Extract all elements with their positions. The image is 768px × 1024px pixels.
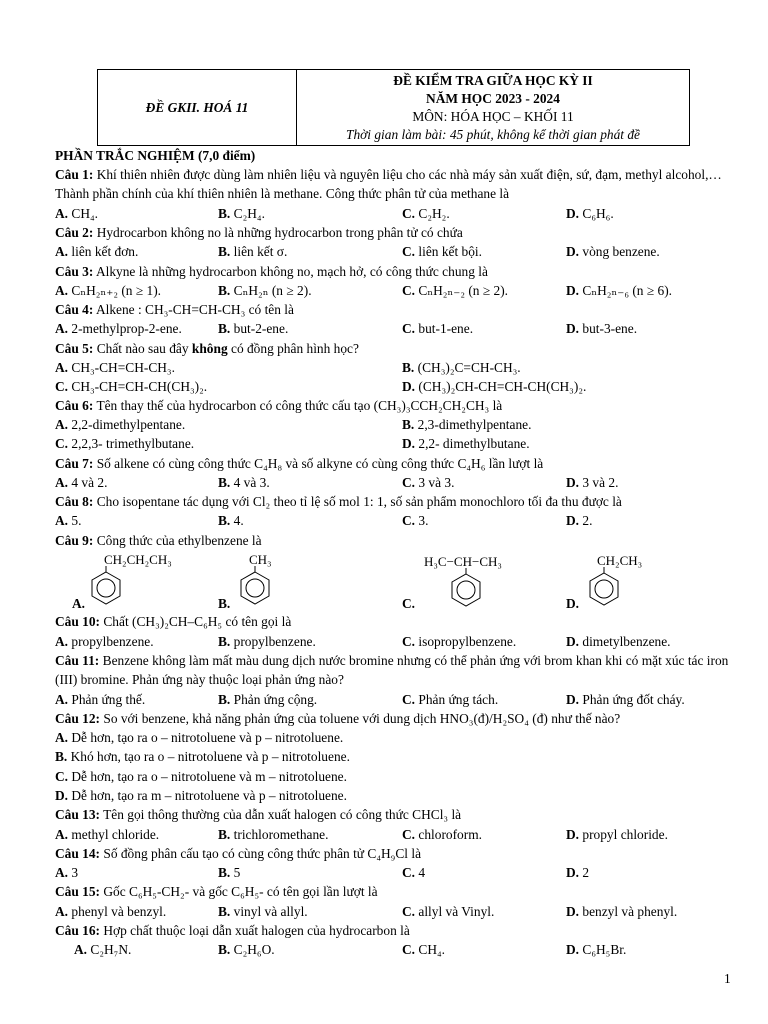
question-13: Câu 13: Tên gọi thông thường của dẫn xuất halogen có công thức CHCl₃ là [55, 807, 462, 822]
q7-option-a[interactable]: A. 4 và 2. [55, 475, 108, 490]
q6-option-c[interactable]: C. 2,2,3- trimethylbutane. [55, 436, 195, 451]
q2-option-a[interactable]: A. liên kết đơn. [55, 244, 139, 259]
q14-option-a[interactable]: A. 3 [55, 865, 79, 880]
q8-option-c[interactable]: C. 3. [402, 513, 429, 528]
q8-option-d[interactable]: D. 2. [566, 513, 593, 528]
question-text: Khí thiên nhiên được dùng làm nhiên liệu và nguyên liệu cho các nhà máy sản xuất điện, sứ, đạm, methyl alcohol,…Thành phần chính của khí thiên nhiên là methane. Công thức phân tử của methane là [55, 167, 722, 202]
exam-header [97, 69, 690, 146]
benzene-ring-icon [88, 566, 124, 608]
exam-year: NĂM HỌC 2023 - 2024 [426, 90, 560, 106]
q5-option-c[interactable]: C. CH₃-CH=CH-CH(CH₃)₂. [55, 379, 208, 394]
q9-option-a[interactable]: A. [72, 596, 86, 611]
benzene-ring-icon [586, 567, 622, 609]
q7-option-b[interactable]: B. 4 và 3. [218, 475, 270, 490]
question-15: Câu 15: Gốc C₆H₅-CH₂- và gốc C₆H₅- có tên gọi lần lượt là [55, 884, 378, 899]
q6-option-b[interactable]: B. 2,3-dimethylpentane. [402, 417, 532, 432]
page-number: 1 [724, 971, 731, 986]
benzene-ring-icon [448, 568, 484, 610]
q2-option-d[interactable]: D. vòng benzene. [566, 244, 660, 259]
q12-option-b[interactable]: B. Khó hơn, tạo ra o – nitrotoluene và p – nitrotoluene. [55, 749, 350, 764]
q10-option-a[interactable]: A. propylbenzene. [55, 634, 154, 649]
q3-option-b[interactable]: B. CₙH₂ₙ (n ≥ 2). [218, 283, 312, 298]
q11-option-b[interactable]: B. Phản ứng cộng. [218, 692, 318, 707]
q9-option-b[interactable]: B. [218, 596, 231, 611]
q16-option-c[interactable]: C. CH₄. [402, 942, 446, 957]
q16-option-b[interactable]: B. C₂H₆O. [218, 942, 275, 957]
q13-option-a[interactable]: A. methyl chloride. [55, 827, 160, 842]
exam-code: ĐỀ GKII. HOÁ 11 [98, 70, 297, 146]
exam-time: Thời gian làm bài: 45 phút, không kể thời gian phát đề [346, 126, 640, 142]
q2-option-c[interactable]: C. liên kết bội. [402, 244, 482, 259]
q10-option-c[interactable]: C. isopropylbenzene. [402, 634, 517, 649]
q5-option-b[interactable]: B. (CH₃)₂C=CH-CH₃. [402, 360, 521, 375]
benzene-ring-icon [237, 566, 273, 608]
question-3: Câu 3: Alkyne là những hydrocarbon không no, mạch hở, có công thức chung là [55, 264, 488, 279]
q2-option-b[interactable]: B. liên kết σ. [218, 244, 288, 259]
question-4: Câu 4: Alkene : CH₃-CH=CH-CH₃ có tên là [55, 302, 294, 317]
q11-option-a[interactable]: A. Phản ứng thế. [55, 692, 146, 707]
q6-option-d[interactable]: D. 2,2- dimethylbutane. [402, 436, 530, 451]
exam-subject: MÔN: HÓA HỌC – KHỐI 11 [412, 108, 574, 124]
question-6: Câu 6: Tên thay thế của hydrocarbon có công thức cấu tạo (CH₃)₃CCH₂CH₂CH₃ là [55, 398, 503, 413]
q4-option-c[interactable]: C. but-1-ene. [402, 321, 474, 336]
q14-option-c[interactable]: C. 4 [402, 865, 426, 880]
q12-option-d[interactable]: D. Dễ hơn, tạo ra m – nitrotoluene và p – nitrotoluene. [55, 788, 347, 803]
q12-option-c[interactable]: C. Dễ hơn, tạo ra o – nitrotoluene và m – nitrotoluene. [55, 769, 347, 784]
q14-option-b[interactable]: B. 5 [218, 865, 241, 880]
q12-option-a[interactable]: A. Dễ hơn, tạo ra o – nitrotoluene và p – nitrotoluene. [55, 730, 344, 745]
q1-option-d[interactable]: D. C₆H₆. [566, 206, 614, 221]
q16-option-a[interactable]: A. C₂H₇N. [74, 942, 132, 957]
question-14: Câu 14: Số đồng phân cấu tạo có cùng công thức phân tử C₄H₉Cl là [55, 846, 422, 861]
q4-option-d[interactable]: D. but-3-ene. [566, 321, 638, 336]
q1-option-b[interactable]: B. C₂H₄. [218, 206, 265, 221]
exam-title: ĐỀ KIỂM TRA GIỮA HỌC KỲ II [393, 72, 593, 88]
q6-option-a[interactable]: A. 2,2-dimethylpentane. [55, 417, 186, 432]
q8-option-a[interactable]: A. 5. [55, 513, 82, 528]
q3-option-d[interactable]: D. CₙH₂ₙ₋₆ (n ≥ 6). [566, 283, 673, 298]
q1-option-c[interactable]: C. C₂H₂. [402, 206, 450, 221]
question-1 [55, 165, 735, 204]
question-5: Câu 5: Chất nào sau đây không có đồng phân hình học? [55, 341, 359, 356]
question-10: Câu 10: Chất (CH₃)₂CH–C₆H₅ có tên gọi là [55, 614, 292, 629]
q14-option-d[interactable]: D. 2 [566, 865, 590, 880]
q9-b-substituent: CH₃ [249, 552, 272, 567]
question-11: Câu 11: Benzene không làm mất màu dung dịch nước bromine nhưng có thể phản ứng với brom khan khi có mặt xúc tác iron (III) bromine. Phản ứng này thuộc loại phản ứng nào? [55, 653, 729, 688]
q3-option-a[interactable]: A. CₙH₂ₙ₊₂ (n ≥ 1). [55, 283, 162, 298]
q15-option-c[interactable]: C. allyl và Vinyl. [402, 904, 495, 919]
q7-option-d[interactable]: D. 3 và 2. [566, 475, 619, 490]
question-2: Câu 2: Hydrocarbon không no là những hydrocarbon trong phân tử có chứa [55, 225, 463, 240]
section-title: PHẦN TRẮC NGHIỆM (7,0 điểm) [55, 148, 256, 163]
exam-info [297, 70, 690, 146]
question-label: Câu 1: [55, 167, 94, 182]
q15-option-d[interactable]: D. benzyl và phenyl. [566, 904, 678, 919]
q9-option-d[interactable]: D. [566, 596, 580, 611]
q1-option-a[interactable]: A. CH₄. [55, 206, 99, 221]
q11-option-c[interactable]: C. Phản ứng tách. [402, 692, 499, 707]
q13-option-c[interactable]: C. chloroform. [402, 827, 482, 842]
q9-c-substituent: H₃C−CH−CH₃ [424, 554, 502, 569]
question-9: Câu 9: Công thức của ethylbenzene là [55, 533, 262, 548]
question-16: Câu 16: Hợp chất thuộc loại dẫn xuất halogen của hydrocarbon là [55, 923, 410, 938]
q3-option-c[interactable]: C. CₙH₂ₙ₋₂ (n ≥ 2). [402, 283, 509, 298]
q13-option-d[interactable]: D. propyl chloride. [566, 827, 668, 842]
q7-option-c[interactable]: C. 3 và 3. [402, 475, 455, 490]
q10-option-b[interactable]: B. propylbenzene. [218, 634, 316, 649]
q16-option-d[interactable]: D. C₆H₅Br. [566, 942, 627, 957]
q11-option-d[interactable]: D. Phản ứng đốt cháy. [566, 692, 685, 707]
q9-d-substituent: CH₂CH₃ [597, 553, 643, 568]
q5-option-a[interactable]: A. CH₃-CH=CH-CH₃. [55, 360, 175, 375]
q9-a-substituent: CH₂CH₂CH₃ [104, 552, 172, 567]
q9-option-c[interactable]: C. [402, 596, 416, 611]
question-7: Câu 7: Số alkene có cùng công thức C₄H₈ và số alkyne có cùng công thức C₄H₆ lần lượt là [55, 456, 544, 471]
question-12: Câu 12: So với benzene, khả năng phản ứng của toluene với dung dịch HNO₃(đ)/H₂SO₄ (đ) như thế nào? [55, 711, 621, 726]
q10-option-d[interactable]: D. dimetylbenzene. [566, 634, 671, 649]
q15-option-b[interactable]: B. vinyl và allyl. [218, 904, 308, 919]
q13-option-b[interactable]: B. trichloromethane. [218, 827, 329, 842]
q4-option-b[interactable]: B. but-2-ene. [218, 321, 289, 336]
q5-option-d[interactable]: D. (CH₃)₂CH-CH=CH-CH(CH₃)₂. [402, 379, 587, 394]
q4-option-a[interactable]: A. 2-methylprop-2-ene. [55, 321, 182, 336]
q15-option-a[interactable]: A. phenyl và benzyl. [55, 904, 167, 919]
q8-option-b[interactable]: B. 4. [218, 513, 244, 528]
question-8: Câu 8: Cho isopentane tác dụng với Cl₂ theo tỉ lệ số mol 1: 1, số sản phẩm monochloro tối đa thu được là [55, 494, 622, 509]
